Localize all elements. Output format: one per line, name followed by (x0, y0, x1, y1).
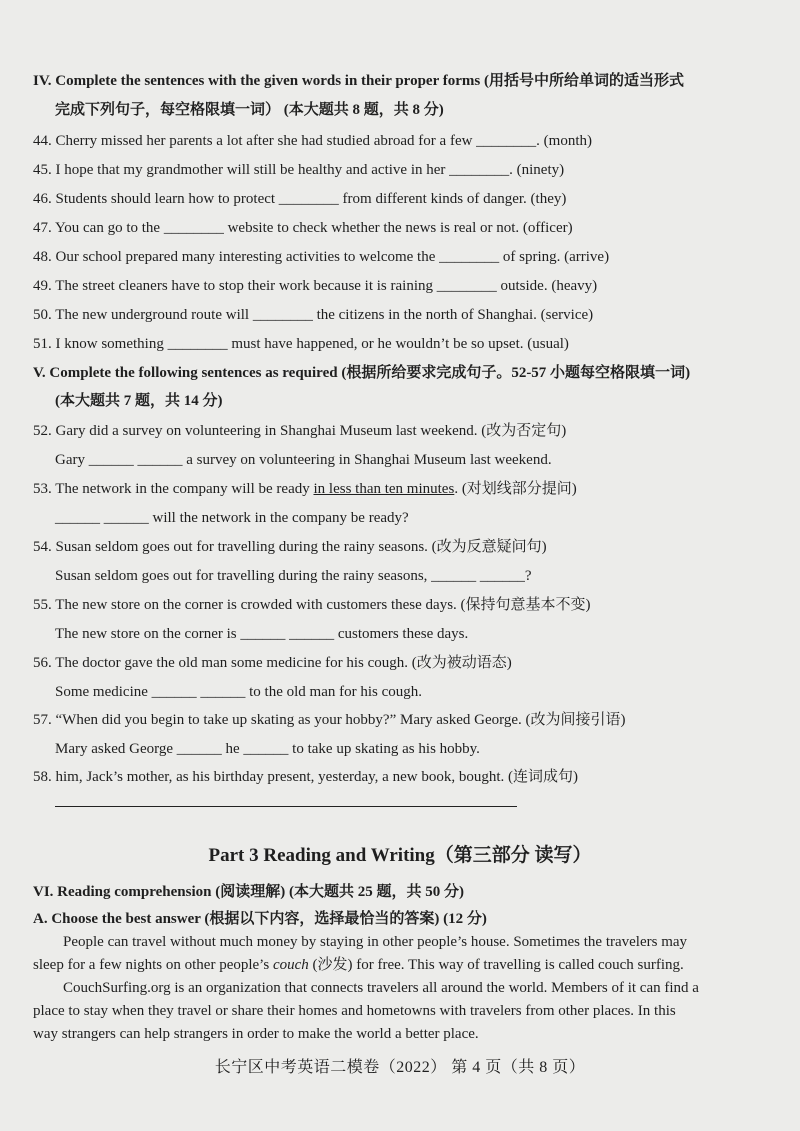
section-4-heading: IV. Complete the sentences with the given words in their proper forms (用括号中所给单词的适当形式 (33, 73, 684, 89)
question-51: 51. I know something ________ must have happened, or he wouldn’t be so upset. (usual) (33, 336, 569, 352)
question-58: 58. him, Jack’s mother, as his birthday present, yesterday, a new book, bought. (连词成句) (33, 769, 578, 785)
question-53-underlined: in less than ten minutes (313, 481, 455, 497)
question-58-answer-line (55, 806, 517, 807)
passage-text: sleep for a few nights on other people’s (33, 957, 273, 973)
question-52: 52. Gary did a survey on volunteering in Shanghai Museum last weekend. (改为否定句) (33, 423, 567, 439)
passage-paragraph-2-line-3: way strangers can help strangers in order to make the world a better place. (33, 1026, 479, 1042)
section-5-heading-cont: (本大题共 7 题，共 14 分) (55, 393, 223, 409)
question-45: 45. I hope that my grandmother will still be healthy and active in her ________. (ninety) (33, 162, 565, 178)
question-55: 55. The new store on the corner is crowded with customers these days. (保持句意基本不变) (33, 597, 591, 613)
question-55-answer: The new store on the corner is ______ ______ customers these days. (55, 626, 469, 642)
page-footer: 长宁区中考英语二模卷（2022） 第 4 页（共 8 页） (214, 1059, 586, 1076)
passage-paragraph-2-line-2: place to stay when they travel or share their homes and hometowns with travelers from other places. In this (33, 1003, 676, 1019)
question-50: 50. The new underground route will ________ the citizens in the north of Shanghai. (service) (33, 307, 594, 323)
question-44: 44. Cherry missed her parents a lot after she had studied abroad for a few ________. (month) (33, 133, 593, 149)
passage-text: (沙发) for free. This way of travelling is called couch surfing. (308, 957, 684, 973)
passage-paragraph-1-line-2 (33, 955, 800, 975)
question-53 (33, 479, 800, 499)
question-49: 49. The street cleaners have to stop their work because it is raining ________ outside. (heavy) (33, 278, 598, 294)
passage-paragraph-2-line-1: CouchSurfing.org is an organization that connects travelers all around the world. Members of it can find a (63, 980, 699, 996)
question-52-answer: Gary ______ ______ a survey on volunteering in Shanghai Museum last weekend. (55, 452, 552, 468)
question-57-answer: Mary asked George ______ he ______ to take up skating as his hobby. (55, 741, 480, 757)
question-53-text: 53. The network in the company will be ready (33, 481, 314, 497)
section-6-heading: VI. Reading comprehension (阅读理解) (本大题共 25 题，共 50 分) (33, 884, 464, 900)
passage-paragraph-1-line-1: People can travel without much money by staying in other people’s house. Sometimes the travelers may (63, 934, 688, 950)
question-47: 47. You can go to the ________ website to check whether the news is real or not. (officer) (33, 220, 573, 236)
section-5-heading: V. Complete the following sentences as required (根据所给要求完成句子。52-57 小题每空格限填一词) (33, 365, 691, 381)
section-6-subheading-a: A. Choose the best answer (根据以下内容，选择最恰当的答案) (12 分) (33, 911, 487, 927)
question-57: 57. “When did you begin to take up skating as your hobby?” Mary asked George. (改为间接引语) (33, 712, 626, 728)
question-46: 46. Students should learn how to protect ________ from different kinds of danger. (they) (33, 191, 567, 207)
question-54: 54. Susan seldom goes out for travelling during the rainy seasons. (改为反意疑问句) (33, 539, 547, 555)
question-56-answer: Some medicine ______ ______ to the old man for his cough. (55, 684, 423, 700)
part-3-title: Part 3 Reading and Writing（第三部分 读写） (208, 845, 592, 866)
question-53-answer: ______ ______ will the network in the company be ready? (55, 510, 409, 526)
passage-italic-word: couch (272, 957, 309, 973)
question-54-answer: Susan seldom goes out for travelling during the rainy seasons, ______ ______? (55, 568, 532, 584)
question-53-instruction: . (对划线部分提问) (454, 481, 577, 497)
question-48: 48. Our school prepared many interesting activities to welcome the ________ of spring. (arrive) (33, 249, 610, 265)
section-4-heading-cont: 完成下列句子，每空格限填一词） (本大题共 8 题，共 8 分) (55, 102, 444, 118)
question-56: 56. The doctor gave the old man some medicine for his cough. (改为被动语态) (33, 655, 512, 671)
